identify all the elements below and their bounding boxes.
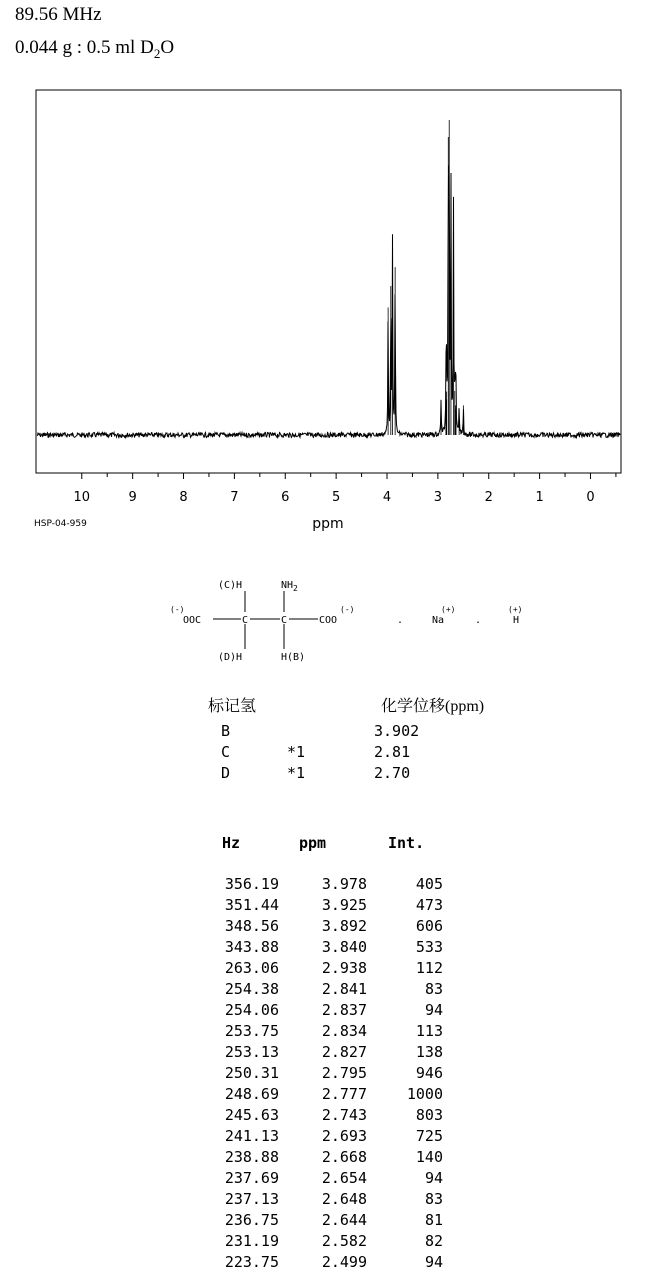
assignment-shift: 3.902	[374, 722, 420, 740]
assignment-header-label: 标记氢	[208, 698, 257, 715]
assignment-shift: 2.81	[374, 743, 411, 761]
peak-hz: 237.13	[224, 1190, 279, 1208]
peak-hz: 241.13	[224, 1127, 279, 1145]
nmr-spectrum-chart	[0, 0, 652, 540]
peak-int: 81	[424, 1211, 443, 1229]
sodium-charge: (+)	[441, 605, 456, 614]
peak-hz: 245.63	[224, 1106, 279, 1124]
peak-int: 1000	[406, 1085, 443, 1103]
x-axis	[74, 473, 616, 505]
sodium-label: Na	[432, 615, 445, 626]
assignment-label: D	[221, 764, 231, 782]
peak-ppm: 2.938	[321, 959, 367, 977]
peak-int: 473	[415, 896, 443, 914]
d-hydrogen-label: (D)H	[218, 652, 243, 663]
peak-ppm: 2.777	[321, 1085, 367, 1103]
peak-table-header-int: Int.	[388, 834, 425, 852]
peak-hz: 223.75	[224, 1253, 279, 1271]
peak-ppm: 2.654	[321, 1169, 367, 1187]
peak-table-header-ppm: ppm	[299, 834, 327, 852]
right-charge: (-)	[340, 605, 355, 614]
peak-ppm: 2.795	[321, 1064, 367, 1082]
c-hydrogen-label: (C)H	[218, 580, 243, 591]
x-tick-label: 1	[535, 490, 544, 505]
peak-ppm: 3.840	[321, 938, 367, 956]
right-carboxylate: COO	[319, 615, 338, 626]
b-hydrogen-label: H(B)	[281, 652, 306, 663]
molecule-structure	[160, 572, 560, 667]
peak-ppm: 2.668	[321, 1148, 367, 1166]
peak-int: 533	[415, 938, 443, 956]
sample-subscript: 2	[153, 45, 161, 61]
dot-2: .	[475, 615, 482, 626]
peak-hz: 348.56	[224, 917, 279, 935]
assignment-label: C	[221, 743, 231, 761]
peak-ppm: 2.834	[321, 1022, 367, 1040]
peak-hz: 248.69	[224, 1085, 279, 1103]
sample-suffix: O	[160, 37, 175, 58]
peak-ppm: 2.827	[321, 1043, 367, 1061]
proton-label: H	[513, 615, 520, 626]
peak-hz: 250.31	[224, 1064, 279, 1082]
peak-ppm: 2.648	[321, 1190, 367, 1208]
peak-int: 606	[415, 917, 443, 935]
peak-ppm: 2.644	[321, 1211, 367, 1229]
peak-ppm: 2.837	[321, 1001, 367, 1019]
peak-ppm: 3.978	[321, 875, 367, 893]
peak-ppm: 2.582	[321, 1232, 367, 1250]
assignment-note: *1	[287, 743, 306, 761]
peak-int: 138	[415, 1043, 443, 1061]
peak-hz: 253.13	[224, 1043, 279, 1061]
peak-hz: 263.06	[224, 959, 279, 977]
carbon-c: C	[242, 615, 249, 626]
peak-hz: 238.88	[224, 1148, 279, 1166]
sample-prefix: 0.044 g : 0.5 ml D	[15, 37, 154, 58]
assignment-shift: 2.70	[374, 764, 411, 782]
peak-ppm: 3.925	[321, 896, 367, 914]
peak-hz: 253.75	[224, 1022, 279, 1040]
peak-table-header-hz: Hz	[222, 834, 241, 852]
peak-int: 94	[424, 1001, 443, 1019]
left-carboxylate: OOC	[183, 615, 202, 626]
carbon-b: C	[281, 615, 288, 626]
assignment-note: *1	[287, 764, 306, 782]
plot-frame	[36, 90, 621, 473]
peak-hz: 351.44	[224, 896, 279, 914]
peak-ppm: 3.892	[321, 917, 367, 935]
x-tick-label: 7	[230, 490, 239, 505]
nh2-subscript: 2	[293, 584, 298, 593]
x-tick-label: 4	[382, 490, 392, 505]
peak-hz: 231.19	[224, 1232, 279, 1250]
peak-int: 140	[415, 1148, 443, 1166]
peak-hz: 236.75	[224, 1211, 279, 1229]
x-tick-label: 0	[586, 490, 595, 505]
peak-hz: 356.19	[224, 875, 279, 893]
peak-int: 82	[424, 1232, 443, 1250]
x-tick-label: 9	[128, 490, 137, 505]
peak-int: 803	[415, 1106, 443, 1124]
peak-int: 725	[415, 1127, 443, 1145]
peak-ppm: 2.693	[321, 1127, 367, 1145]
peak-ppm: 2.499	[321, 1253, 367, 1271]
peak-int: 83	[424, 980, 443, 998]
x-tick-label: 5	[331, 490, 341, 505]
x-tick-label: 8	[179, 490, 188, 505]
peak-hz: 254.38	[224, 980, 279, 998]
peak-ppm: 2.743	[321, 1106, 367, 1124]
spectrum-trace	[37, 166, 620, 438]
x-tick-label: 2	[484, 490, 493, 505]
x-tick-label: 3	[433, 490, 443, 505]
peak-int: 405	[415, 875, 443, 893]
proton-charge: (+)	[508, 605, 523, 614]
peak-hz: 254.06	[224, 1001, 279, 1019]
peak-int: 94	[424, 1169, 443, 1187]
frequency-label: 89.56 MHz	[15, 4, 102, 25]
peak-hz: 343.88	[224, 938, 279, 956]
peak-int: 94	[424, 1253, 443, 1271]
assignment-header-shift: 化学位移(ppm)	[381, 698, 485, 715]
x-tick-label: 6	[281, 490, 290, 505]
nh2-text: NH	[281, 580, 294, 591]
peak-int: 83	[424, 1190, 443, 1208]
peak-int: 112	[415, 959, 443, 977]
peak-int: 113	[415, 1022, 443, 1040]
assignment-label: B	[221, 722, 231, 740]
peak-int: 946	[415, 1064, 443, 1082]
peak-hz: 237.69	[224, 1169, 279, 1187]
peak-ppm: 2.841	[321, 980, 367, 998]
dot-1: .	[397, 615, 404, 626]
left-charge: (-)	[170, 605, 185, 614]
spectrum-code: HSP-04-959	[34, 519, 87, 529]
x-axis-label: ppm	[312, 516, 344, 532]
x-tick-label: 10	[73, 490, 91, 505]
